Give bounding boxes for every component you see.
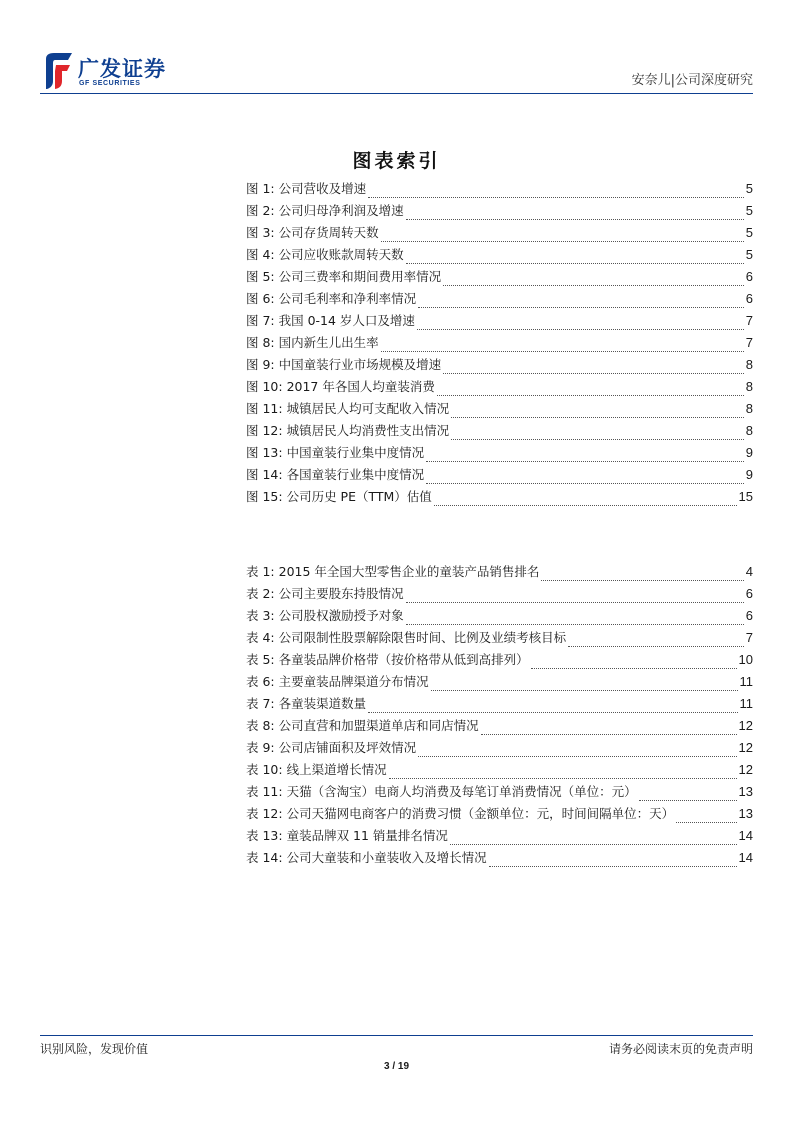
toc-page-number: 12 bbox=[738, 718, 753, 733]
toc-page-number: 8 bbox=[745, 423, 753, 438]
toc-page-number: 9 bbox=[745, 467, 753, 482]
toc-leader-dots bbox=[437, 383, 744, 396]
toc-leader-dots bbox=[431, 678, 738, 691]
toc-page-number: 6 bbox=[745, 586, 753, 601]
toc-entry-label: 图 7: 我国 0-14 岁人口及增速 bbox=[246, 313, 415, 328]
toc-leader-dots bbox=[368, 700, 737, 713]
toc-entry-label: 表 4: 公司限制性股票解除限售时间、比例及业绩考核目标 bbox=[246, 630, 567, 645]
report-type-label: 安奈儿|公司深度研究 bbox=[631, 73, 753, 88]
toc-page-number: 5 bbox=[745, 225, 753, 240]
table-index-entry[interactable] bbox=[246, 671, 753, 693]
table-index-entry[interactable] bbox=[246, 847, 753, 869]
page-header bbox=[40, 50, 753, 94]
toc-page-number: 10 bbox=[738, 652, 753, 667]
toc-page-number: 11 bbox=[739, 674, 753, 689]
toc-leader-dots bbox=[451, 427, 744, 440]
toc-page-number: 15 bbox=[738, 489, 753, 504]
toc-entry-label: 图 15: 公司历史 PE（TTM）估值 bbox=[246, 489, 432, 504]
toc-leader-dots bbox=[434, 493, 737, 506]
toc-page-number: 8 bbox=[745, 401, 753, 416]
toc-page-number: 5 bbox=[745, 247, 753, 262]
toc-entry-label: 表 5: 各童装品牌价格带（按价格带从低到高排列） bbox=[246, 652, 529, 667]
toc-leader-dots bbox=[381, 229, 744, 242]
toc-page-number: 13 bbox=[738, 806, 753, 821]
figure-index-entry[interactable] bbox=[246, 266, 753, 288]
toc-leader-dots bbox=[481, 722, 737, 735]
table-index-entry[interactable] bbox=[246, 737, 753, 759]
toc-leader-dots bbox=[406, 590, 744, 603]
toc-page-number: 4 bbox=[745, 564, 753, 579]
logo-text-cn: 广发证券 bbox=[78, 57, 166, 81]
toc-page-number: 7 bbox=[745, 335, 753, 350]
footer-divider bbox=[40, 1035, 753, 1036]
toc-entry-label: 图 9: 中国童装行业市场规模及增速 bbox=[246, 357, 442, 372]
company-logo bbox=[40, 50, 240, 92]
toc-page-number: 13 bbox=[738, 784, 753, 799]
toc-entry-label: 表 10: 线上渠道增长情况 bbox=[246, 762, 387, 777]
figure-index-list bbox=[246, 178, 753, 508]
toc-entry-label: 图 3: 公司存货周转天数 bbox=[246, 225, 379, 240]
toc-leader-dots bbox=[417, 317, 744, 330]
toc-page-number: 5 bbox=[745, 203, 753, 218]
toc-page-number: 12 bbox=[738, 740, 753, 755]
page-number: 3 / 19 bbox=[383, 1061, 410, 1072]
figure-index-entry[interactable] bbox=[246, 354, 753, 376]
toc-entry-label: 图 2: 公司归母净利润及增速 bbox=[246, 203, 404, 218]
toc-leader-dots bbox=[450, 832, 737, 845]
toc-leader-dots bbox=[639, 788, 737, 801]
table-index-entry[interactable] bbox=[246, 649, 753, 671]
toc-entry-label: 表 12: 公司天猫网电商客户的消费习惯（金额单位：元，时间间隔单位：天） bbox=[246, 806, 675, 821]
toc-entry-label: 表 3: 公司股权激励授予对象 bbox=[246, 608, 404, 623]
table-index-entry[interactable] bbox=[246, 693, 753, 715]
toc-leader-dots bbox=[676, 810, 736, 823]
toc-page-number: 14 bbox=[738, 850, 753, 865]
figure-index-entry[interactable] bbox=[246, 442, 753, 464]
toc-entry-label: 表 9: 公司店铺面积及坪效情况 bbox=[246, 740, 417, 755]
toc-leader-dots bbox=[418, 295, 744, 308]
toc-page-number: 8 bbox=[745, 379, 753, 394]
figure-index-entry[interactable] bbox=[246, 332, 753, 354]
table-index-entry[interactable] bbox=[246, 715, 753, 737]
toc-leader-dots bbox=[443, 273, 744, 286]
toc-entry-label: 图 4: 公司应收账款周转天数 bbox=[246, 247, 404, 262]
figure-index-entry[interactable] bbox=[246, 310, 753, 332]
footer-disclaimer-link[interactable]: 请务必阅读末页的免责声明 bbox=[608, 1042, 753, 1056]
toc-entry-label: 表 2: 公司主要股东持股情况 bbox=[246, 586, 404, 601]
toc-page-number: 12 bbox=[738, 762, 753, 777]
table-index-entry[interactable] bbox=[246, 825, 753, 847]
toc-page-number: 6 bbox=[745, 291, 753, 306]
toc-entry-label: 图 8: 国内新生儿出生率 bbox=[246, 335, 379, 350]
toc-entry-label: 图 6: 公司毛利率和净利率情况 bbox=[246, 291, 417, 306]
toc-leader-dots bbox=[368, 185, 744, 198]
toc-entry-label: 表 1: 2015 年全国大型零售企业的童装产品销售排名 bbox=[246, 564, 540, 579]
figure-index-entry[interactable] bbox=[246, 464, 753, 486]
toc-leader-dots bbox=[443, 361, 744, 374]
toc-entry-label: 图 1: 公司营收及增速 bbox=[246, 181, 367, 196]
toc-entry-label: 图 14: 各国童装行业集中度情况 bbox=[246, 467, 425, 482]
toc-leader-dots bbox=[531, 656, 737, 669]
table-index-entry[interactable] bbox=[246, 803, 753, 825]
toc-page-number: 6 bbox=[745, 269, 753, 284]
toc-entry-label: 图 13: 中国童装行业集中度情况 bbox=[246, 445, 425, 460]
table-index-entry[interactable] bbox=[246, 627, 753, 649]
table-index-entry[interactable] bbox=[246, 583, 753, 605]
figure-index-entry[interactable] bbox=[246, 420, 753, 442]
toc-leader-dots bbox=[489, 854, 737, 867]
figure-index-entry[interactable] bbox=[246, 288, 753, 310]
toc-entry-label: 图 5: 公司三费率和期间费用率情况 bbox=[246, 269, 442, 284]
toc-entry-label: 表 7: 各童装渠道数量 bbox=[246, 696, 367, 711]
figure-index-entry[interactable] bbox=[246, 222, 753, 244]
figure-index-entry[interactable] bbox=[246, 398, 753, 420]
toc-page-number: 7 bbox=[745, 313, 753, 328]
toc-page-number: 11 bbox=[739, 696, 753, 711]
toc-entry-label: 图 11: 城镇居民人均可支配收入情况 bbox=[246, 401, 450, 416]
toc-leader-dots bbox=[568, 634, 744, 647]
toc-page-number: 9 bbox=[745, 445, 753, 460]
table-index-entry[interactable] bbox=[246, 759, 753, 781]
toc-page-number: 14 bbox=[738, 828, 753, 843]
header-divider bbox=[40, 93, 753, 94]
toc-leader-dots bbox=[406, 251, 744, 264]
toc-leader-dots bbox=[406, 612, 744, 625]
toc-leader-dots bbox=[451, 405, 744, 418]
logo-text-en: GF SECURITIES bbox=[79, 80, 141, 87]
toc-leader-dots bbox=[541, 568, 743, 581]
toc-entry-label: 表 14: 公司大童装和小童装收入及增长情况 bbox=[246, 850, 487, 865]
gf-logo-icon bbox=[40, 51, 76, 91]
toc-entry-label: 表 13: 童装品牌双 11 销量排名情况 bbox=[246, 828, 448, 843]
toc-page-number: 6 bbox=[745, 608, 753, 623]
figure-index-entry[interactable] bbox=[246, 376, 753, 398]
toc-leader-dots bbox=[426, 471, 744, 484]
figure-index-entry[interactable] bbox=[246, 200, 753, 222]
table-index-entry[interactable] bbox=[246, 781, 753, 803]
footer-slogan: 识别风险，发现价值 bbox=[40, 1042, 149, 1056]
toc-page-number: 8 bbox=[745, 357, 753, 372]
toc-entry-label: 表 11: 天猫（含淘宝）电商人均消费及每笔订单消费情况（单位：元） bbox=[246, 784, 637, 799]
toc-leader-dots bbox=[418, 744, 736, 757]
figure-index-entry[interactable] bbox=[246, 486, 753, 508]
table-index-entry[interactable] bbox=[246, 605, 753, 627]
toc-leader-dots bbox=[389, 766, 737, 779]
table-index-entry[interactable] bbox=[246, 561, 753, 583]
figure-index-entry[interactable] bbox=[246, 178, 753, 200]
toc-leader-dots bbox=[426, 449, 744, 462]
toc-leader-dots bbox=[406, 207, 744, 220]
toc-entry-label: 图 12: 城镇居民人均消费性支出情况 bbox=[246, 423, 450, 438]
figure-index-entry[interactable] bbox=[246, 244, 753, 266]
toc-entry-label: 图 10: 2017 年各国人均童装消费 bbox=[246, 379, 435, 394]
table-index-list bbox=[246, 561, 753, 869]
toc-leader-dots bbox=[381, 339, 744, 352]
toc-page-number: 5 bbox=[745, 181, 753, 196]
toc-page-number: 7 bbox=[745, 630, 753, 645]
toc-entry-label: 表 8: 公司直营和加盟渠道单店和同店情况 bbox=[246, 718, 479, 733]
toc-entry-label: 表 6: 主要童装品牌渠道分布情况 bbox=[246, 674, 429, 689]
page-title: 图表索引 bbox=[352, 150, 441, 172]
